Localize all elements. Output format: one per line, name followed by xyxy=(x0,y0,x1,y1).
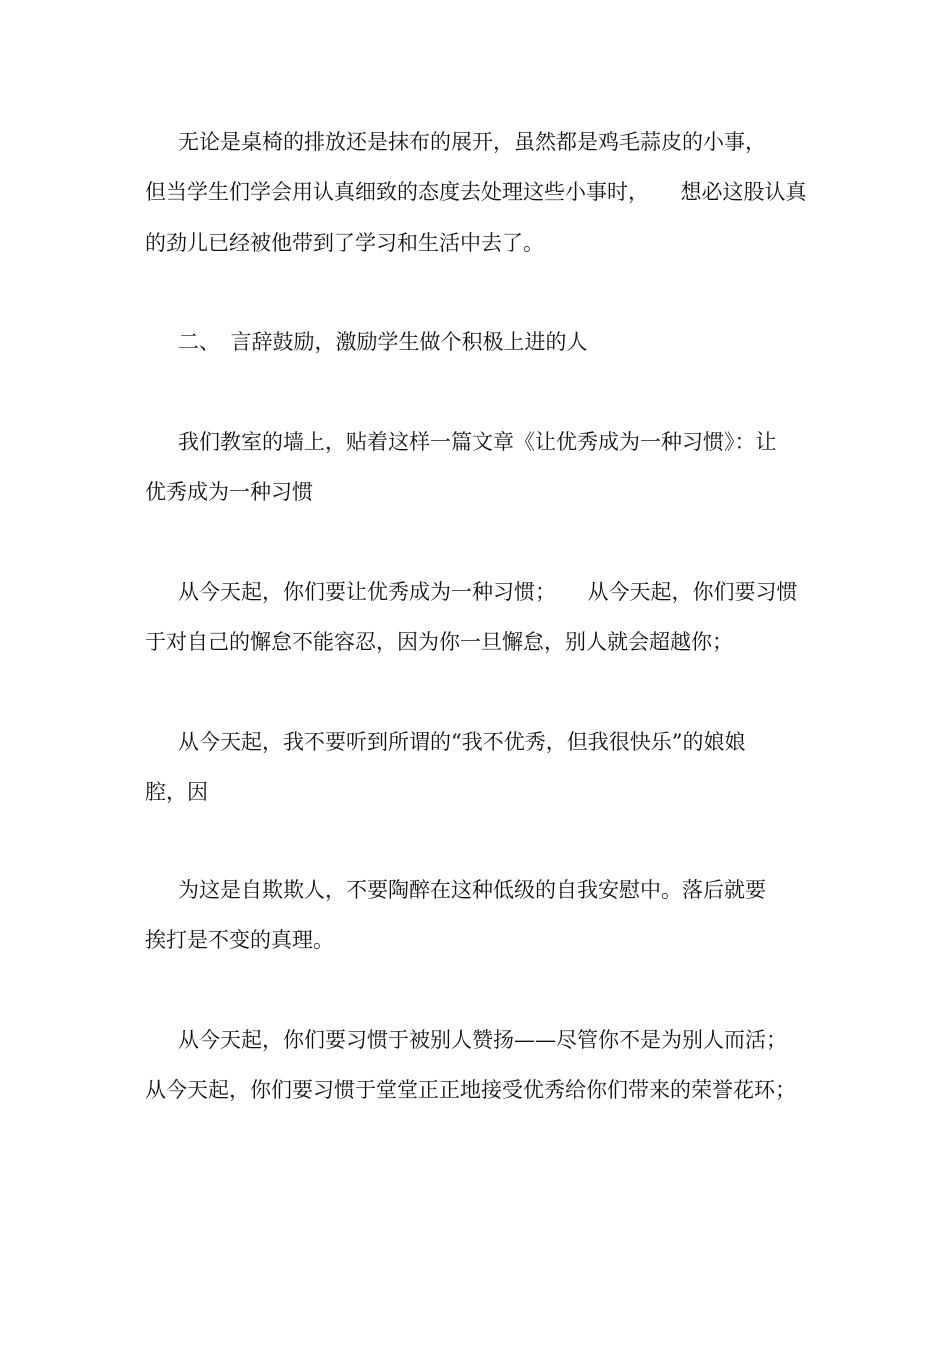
section-heading: 二、 言辞鼓励，激励学生做个积极上进的人 xyxy=(178,330,588,354)
paragraph-6-line-2: 挨打是不变的真理。 xyxy=(145,928,334,952)
paragraph-6-line-1: 为这是自欺欺人，不要陶醉在这种低级的自我安慰中。落后就要 xyxy=(178,878,766,902)
paragraph-7-line-2: 从今天起，你们要习惯于堂堂正正地接受优秀给你们带来的荣誉花环； xyxy=(145,1078,796,1102)
paragraph-5-line-2: 腔，因 xyxy=(145,780,208,804)
paragraph-3-line-2: 优秀成为一种习惯 xyxy=(145,480,313,504)
paragraph-3-line-1: 我们教室的墙上，贴着这样一篇文章《让优秀成为一种习惯》：让 xyxy=(178,430,777,454)
paragraph-1-line-2: 但当学生们学会用认真细致的态度去处理这些小事时， 想必这股认真 xyxy=(145,180,807,204)
paragraph-4-line-1: 从今天起，你们要让优秀成为一种习惯； 从今天起，你们要习惯 xyxy=(178,580,798,604)
paragraph-7-line-1: 从今天起，你们要习惯于被别人赞扬——尽管你不是为别人而活； xyxy=(178,1028,787,1052)
paragraph-1-line-1: 无论是桌椅的排放还是抹布的展开，虽然都是鸡毛蒜皮的小事， xyxy=(178,130,766,154)
paragraph-4-line-2: 于对自己的懈怠不能容忍，因为你一旦懈怠，别人就会超越你； xyxy=(145,630,733,654)
paragraph-5-line-1: 从今天起，我不要听到所谓的“我不优秀，但我很快乐”的娘娘 xyxy=(178,730,746,754)
paragraph-1-line-3: 的劲儿已经被他带到了学习和生活中去了。 xyxy=(145,231,544,255)
